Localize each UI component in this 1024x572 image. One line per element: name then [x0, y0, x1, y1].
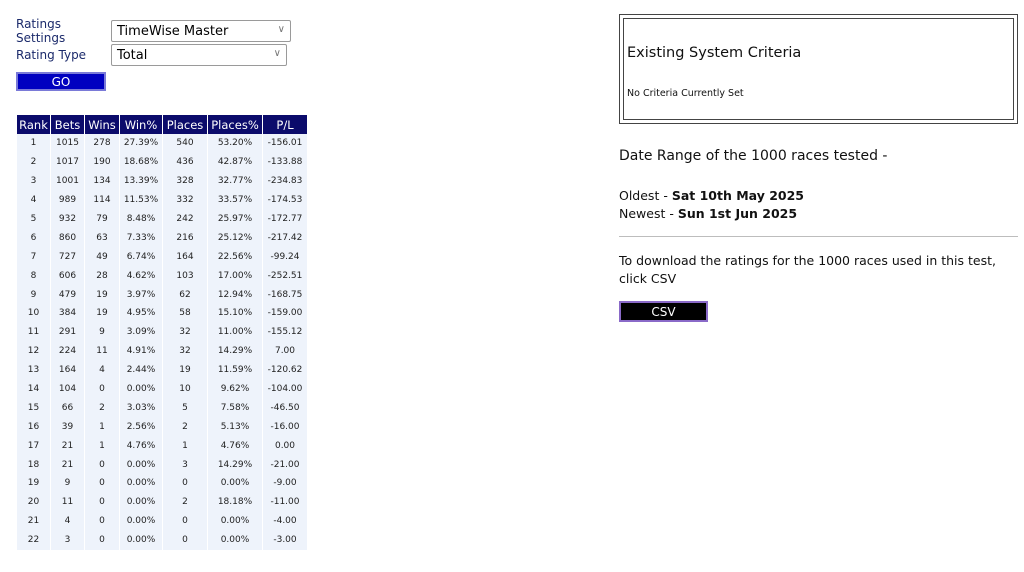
oldest-date-line	[619, 188, 804, 203]
table-cell: 4	[85, 361, 119, 380]
download-instructions: To download the ratings for the 1000 races used in this test, click CSV	[619, 253, 996, 286]
table-cell: 1	[163, 436, 207, 455]
table-cell: 5	[17, 210, 50, 229]
table-row	[17, 531, 307, 550]
table-cell: 12	[17, 342, 50, 361]
table-cell: 3	[51, 531, 84, 550]
table-row	[17, 228, 307, 247]
table-cell: -16.00	[263, 417, 307, 436]
table-cell: 4.91%	[120, 342, 162, 361]
table-cell: 4	[51, 512, 84, 531]
table-cell: -21.00	[263, 455, 307, 474]
ratings-settings-value: TimeWise Master	[117, 23, 229, 39]
table-cell: 436	[163, 153, 207, 172]
table-cell: 63	[85, 228, 119, 247]
chevron-down-icon: ∨	[273, 48, 281, 59]
table-cell: 58	[163, 304, 207, 323]
table-cell: 49	[85, 247, 119, 266]
table-cell: 242	[163, 210, 207, 229]
table-cell: 9.62%	[208, 380, 262, 399]
rating-type-select[interactable]	[111, 44, 287, 66]
table-cell: 216	[163, 228, 207, 247]
table-cell: -11.00	[263, 493, 307, 512]
table-row	[17, 361, 307, 380]
table-cell: 1	[85, 436, 119, 455]
chevron-down-icon: ∨	[277, 24, 285, 35]
table-cell: 1001	[51, 172, 84, 191]
ratings-table	[16, 115, 308, 550]
table-cell: 10	[163, 380, 207, 399]
table-cell: -46.50	[263, 398, 307, 417]
table-row	[17, 134, 307, 153]
table-cell: 11.59%	[208, 361, 262, 380]
table-cell: 7.33%	[120, 228, 162, 247]
table-cell: 11	[85, 342, 119, 361]
table-cell: 0	[163, 512, 207, 531]
table-cell: 19	[17, 474, 50, 493]
table-cell: 4.76%	[208, 436, 262, 455]
rating-type-row	[16, 44, 287, 66]
newest-date: Sun 1st Jun 2025	[677, 206, 798, 221]
column-header: Places%	[208, 115, 262, 134]
table-cell: 4.76%	[120, 436, 162, 455]
table-cell: 39	[51, 417, 84, 436]
table-cell: 332	[163, 191, 207, 210]
table-cell: 19	[85, 285, 119, 304]
table-cell: 0	[85, 380, 119, 399]
table-cell: 15.10%	[208, 304, 262, 323]
table-cell: 0.00%	[120, 455, 162, 474]
oldest-label: Oldest -	[619, 188, 672, 203]
table-row	[17, 436, 307, 455]
table-cell: 16	[17, 417, 50, 436]
go-button[interactable]: GO	[16, 72, 106, 91]
table-cell: 6	[17, 228, 50, 247]
column-header: Rank	[17, 115, 50, 134]
table-cell: 32	[163, 342, 207, 361]
table-row	[17, 380, 307, 399]
table-cell: 479	[51, 285, 84, 304]
table-cell: 25.97%	[208, 210, 262, 229]
table-cell: 328	[163, 172, 207, 191]
table-cell: 21	[17, 512, 50, 531]
column-header: Bets	[51, 115, 84, 134]
table-row	[17, 342, 307, 361]
table-cell: -99.24	[263, 247, 307, 266]
table-cell: 19	[163, 361, 207, 380]
table-header-row	[17, 115, 307, 134]
table-cell: -104.00	[263, 380, 307, 399]
table-cell: 53.20%	[208, 134, 262, 153]
table-cell: 278	[85, 134, 119, 153]
ratings-settings-select[interactable]	[111, 20, 291, 42]
table-cell: -4.00	[263, 512, 307, 531]
table-cell: 3.09%	[120, 323, 162, 342]
table-cell: 0.00	[263, 436, 307, 455]
table-cell: 0	[163, 531, 207, 550]
table-cell: 14	[17, 380, 50, 399]
table-cell: 0	[85, 512, 119, 531]
table-cell: 18	[17, 455, 50, 474]
table-cell: 164	[163, 247, 207, 266]
table-cell: 17	[17, 436, 50, 455]
table-cell: 0	[85, 455, 119, 474]
rating-type-label: Rating Type	[16, 48, 87, 62]
column-header: Wins	[85, 115, 119, 134]
table-row	[17, 285, 307, 304]
table-cell: 20	[17, 493, 50, 512]
table-cell: 384	[51, 304, 84, 323]
table-row	[17, 455, 307, 474]
table-row	[17, 266, 307, 285]
table-cell: 22.56%	[208, 247, 262, 266]
table-cell: 164	[51, 361, 84, 380]
table-cell: 13	[17, 361, 50, 380]
table-cell: 21	[51, 455, 84, 474]
table-cell: 5	[163, 398, 207, 417]
table-cell: 14.29%	[208, 342, 262, 361]
column-header: Win%	[120, 115, 162, 134]
table-cell: -156.01	[263, 134, 307, 153]
table-cell: -172.77	[263, 210, 307, 229]
table-cell: 291	[51, 323, 84, 342]
table-cell: 0	[85, 474, 119, 493]
criteria-title: Existing System Criteria	[627, 45, 802, 61]
table-cell: 7	[17, 247, 50, 266]
table-row	[17, 247, 307, 266]
table-cell: 12.94%	[208, 285, 262, 304]
table-row	[17, 191, 307, 210]
criteria-box	[619, 14, 1018, 124]
table-cell: 11	[51, 493, 84, 512]
table-cell: 9	[85, 323, 119, 342]
table-cell: 33.57%	[208, 191, 262, 210]
table-cell: 22	[17, 531, 50, 550]
table-cell: 28	[85, 266, 119, 285]
table-cell: 3.03%	[120, 398, 162, 417]
table-cell: -120.62	[263, 361, 307, 380]
table-cell: 0.00%	[208, 474, 262, 493]
table-cell: 32	[163, 323, 207, 342]
table-cell: 0.00%	[120, 531, 162, 550]
table-cell: 4	[17, 191, 50, 210]
table-row	[17, 153, 307, 172]
table-cell: -174.53	[263, 191, 307, 210]
table-cell: 3	[163, 455, 207, 474]
table-cell: 18.68%	[120, 153, 162, 172]
ratings-settings-row	[16, 17, 291, 45]
newest-date-line	[619, 206, 797, 221]
table-cell: 66	[51, 398, 84, 417]
table-cell: 0	[85, 493, 119, 512]
table-cell: 10	[17, 304, 50, 323]
table-cell: 0.00%	[120, 474, 162, 493]
table-cell: 13.39%	[120, 172, 162, 191]
table-cell: 0	[163, 474, 207, 493]
table-cell: 2	[85, 398, 119, 417]
table-cell: 7.58%	[208, 398, 262, 417]
table-cell: 114	[85, 191, 119, 210]
table-row	[17, 474, 307, 493]
table-cell: 2	[163, 417, 207, 436]
table-cell: 17.00%	[208, 266, 262, 285]
table-cell: -217.42	[263, 228, 307, 247]
table-cell: -133.88	[263, 153, 307, 172]
table-cell: 27.39%	[120, 134, 162, 153]
divider	[619, 236, 1018, 237]
table-cell: 21	[51, 436, 84, 455]
criteria-inner-frame	[623, 18, 1014, 120]
table-cell: 0	[85, 531, 119, 550]
table-cell: 6.74%	[120, 247, 162, 266]
table-cell: 9	[17, 285, 50, 304]
table-row	[17, 210, 307, 229]
table-cell: -159.00	[263, 304, 307, 323]
rating-type-value: Total	[117, 47, 148, 63]
table-cell: 606	[51, 266, 84, 285]
column-header: Places	[163, 115, 207, 134]
csv-button[interactable]: CSV	[619, 301, 708, 322]
table-cell: 224	[51, 342, 84, 361]
table-cell: 4.95%	[120, 304, 162, 323]
table-cell: 2.44%	[120, 361, 162, 380]
table-cell: 62	[163, 285, 207, 304]
table-cell: -234.83	[263, 172, 307, 191]
table-cell: 5.13%	[208, 417, 262, 436]
table-cell: 727	[51, 247, 84, 266]
table-cell: 860	[51, 228, 84, 247]
table-cell: -252.51	[263, 266, 307, 285]
table-cell: 8.48%	[120, 210, 162, 229]
table-cell: 18.18%	[208, 493, 262, 512]
table-cell: 25.12%	[208, 228, 262, 247]
table-cell: 1015	[51, 134, 84, 153]
table-cell: 0.00%	[120, 380, 162, 399]
table-cell: -168.75	[263, 285, 307, 304]
table-cell: 8	[17, 266, 50, 285]
table-cell: 134	[85, 172, 119, 191]
table-cell: 190	[85, 153, 119, 172]
table-cell: -3.00	[263, 531, 307, 550]
oldest-date: Sat 10th May 2025	[671, 188, 804, 203]
table-cell: 0.00%	[208, 512, 262, 531]
table-row	[17, 398, 307, 417]
ratings-settings-label: Ratings Settings	[16, 17, 66, 45]
table-cell: 19	[85, 304, 119, 323]
table-cell: 11.00%	[208, 323, 262, 342]
table-cell: -9.00	[263, 474, 307, 493]
table-cell: 989	[51, 191, 84, 210]
table-row	[17, 512, 307, 531]
table-cell: 2.56%	[120, 417, 162, 436]
table-cell: 103	[163, 266, 207, 285]
table-cell: 1	[85, 417, 119, 436]
table-cell: 9	[51, 474, 84, 493]
table-row	[17, 304, 307, 323]
table-body	[17, 134, 307, 550]
table-cell: 11	[17, 323, 50, 342]
column-header: P/L	[263, 115, 307, 134]
table-cell: 0.00%	[208, 531, 262, 550]
table-cell: 79	[85, 210, 119, 229]
table-cell: 104	[51, 380, 84, 399]
table-cell: 4.62%	[120, 266, 162, 285]
table-row	[17, 172, 307, 191]
table-cell: 932	[51, 210, 84, 229]
table-cell: 15	[17, 398, 50, 417]
table-cell: 540	[163, 134, 207, 153]
table-cell: -155.12	[263, 323, 307, 342]
table-cell: 0.00%	[120, 512, 162, 531]
table-cell: 7.00	[263, 342, 307, 361]
table-cell: 1017	[51, 153, 84, 172]
table-row	[17, 493, 307, 512]
table-cell: 3.97%	[120, 285, 162, 304]
newest-label: Newest -	[619, 206, 678, 221]
criteria-status: No Criteria Currently Set	[627, 88, 744, 99]
table-cell: 11.53%	[120, 191, 162, 210]
date-range-heading: Date Range of the 1000 races tested -	[619, 148, 888, 164]
table-cell: 42.87%	[208, 153, 262, 172]
table-cell: 14.29%	[208, 455, 262, 474]
table-row	[17, 323, 307, 342]
table-cell: 2	[17, 153, 50, 172]
table-cell: 2	[163, 493, 207, 512]
table-row	[17, 417, 307, 436]
table-cell: 3	[17, 172, 50, 191]
table-cell: 0.00%	[120, 493, 162, 512]
table-cell: 1	[17, 134, 50, 153]
table-cell: 32.77%	[208, 172, 262, 191]
